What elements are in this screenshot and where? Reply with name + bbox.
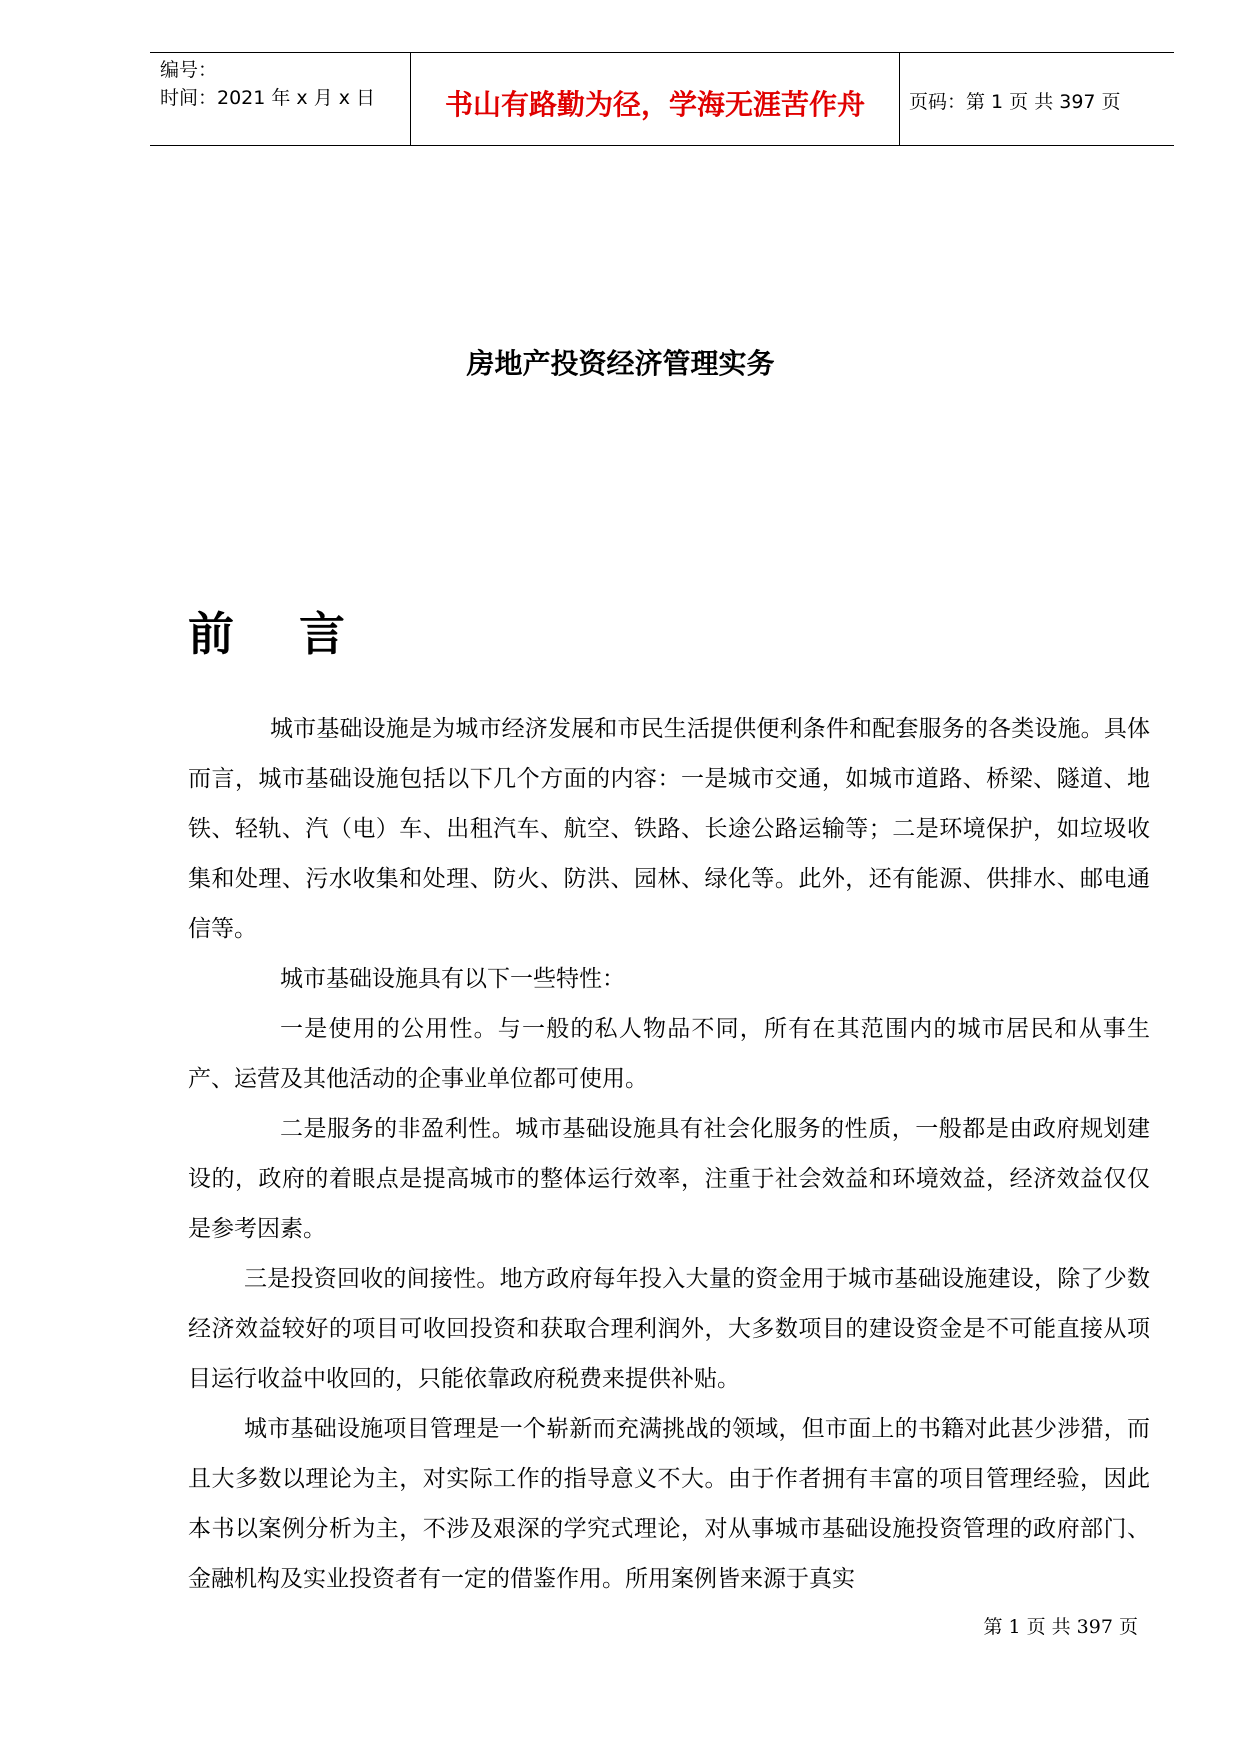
header-motto-cell [410,53,900,145]
header-right-cell [899,53,1174,145]
paragraph: 三是投资回收的间接性。地方政府每年投入大量的资金用于城市基础设施建设，除了少数经济效益较好的项目可收回投资和获取合理利润外，大多数项目的建设资金是不可能直接从项目运行收益中收回的，只能依靠政府税费来提供补贴。 [188,1266,1150,1392]
section-heading: 前言 [188,607,410,661]
motto-text: 书山有路勤为径，学海无涯苦作舟 [444,88,865,121]
paragraph: 城市基础设施具有以下一些特性： [280,966,625,992]
paragraph: 城市基础设施是为城市经济发展和市民生活提供便利条件和配套服务的各类设施。具体而言，城市基础设施包括以下几个方面的内容：一是城市交通，如城市道路、桥梁、隧道、地铁、轻轨、汽（电）车、出租汽车、航空、铁路、长途公路运输等；二是环境保护，如垃圾收集和处理、污水收集和处理、防火、防洪、园林、绿化等。此外，还有能源、供排水、邮电通信等。 [188,716,1150,942]
paragraph: 一是使用的公用性。与一般的私人物品不同，所有在其范围内的城市居民和从事生产、运营及其他活动的企事业单位都可使用。 [188,1016,1150,1092]
page-footer: 第 1 页 共 397 页 [983,1616,1138,1638]
document-title: 房地产投资经济管理实务 [466,347,775,380]
page-header [150,52,1174,146]
body-text [188,704,1150,1604]
page-info: 页码：第 1 页 共 397 页 [909,91,1121,113]
number-label: 编号： [160,59,218,81]
paragraph: 城市基础设施项目管理是一个崭新而充满挑战的领域，但市面上的书籍对此甚少涉猎，而且大多数以理论为主，对实际工作的指导意义不大。由于作者拥有丰富的项目管理经验，因此本书以案例分析为主，不涉及艰深的学究式理论，对从事城市基础设施投资管理的政府部门、金融机构及实业投资者有一定的借鉴作用。所用案例皆来源于真实 [188,1416,1150,1592]
time-label: 时间：2021 年 x 月 x 日 [160,87,376,109]
paragraph: 二是服务的非盈利性。城市基础设施具有社会化服务的性质，一般都是由政府规划建设的，政府的着眼点是提高城市的整体运行效率，注重于社会效益和环境效益，经济效益仅仅是参考因素。 [188,1116,1150,1242]
header-left-cell [150,53,410,145]
